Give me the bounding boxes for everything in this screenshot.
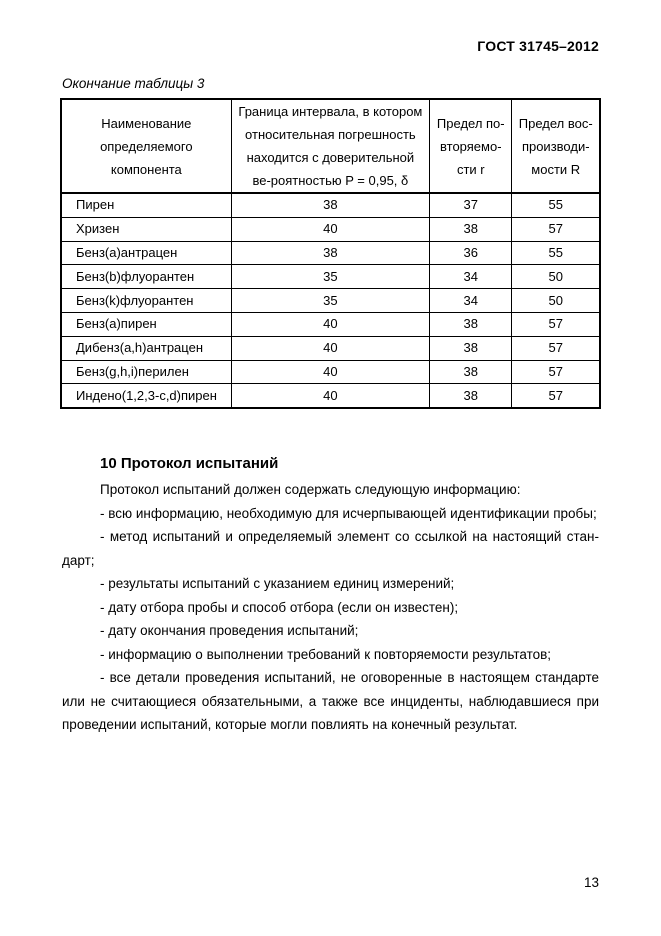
cell-interval: 40 bbox=[231, 217, 429, 241]
column-header-interval: Граница интервала, в котором относительная погрешность находится с доверительной ве-роятностью P = 0,95, δ bbox=[231, 99, 429, 193]
cell-component-name: Пирен bbox=[61, 193, 231, 217]
cell-repeatability: 36 bbox=[430, 241, 512, 265]
paragraph: - метод испытаний и определяемый элемент со ссылкой на настоящий стан-дарт; bbox=[62, 529, 599, 568]
cell-component-name: Бенз(b)флуорантен bbox=[61, 265, 231, 289]
cell-interval: 40 bbox=[231, 360, 429, 384]
table-row bbox=[61, 241, 600, 265]
table-row bbox=[61, 217, 600, 241]
paragraph: - дату отбора пробы и способ отбора (если он известен); bbox=[100, 599, 459, 615]
cell-interval: 35 bbox=[231, 265, 429, 289]
cell-repeatability: 34 bbox=[430, 289, 512, 313]
page-number: 13 bbox=[583, 875, 599, 890]
paragraph: - информацию о выполнении требований к повторяемости результатов; bbox=[100, 646, 552, 662]
cell-reproducibility: 50 bbox=[512, 289, 600, 313]
cell-interval: 35 bbox=[231, 289, 429, 313]
table-caption: Окончание таблицы 3 bbox=[62, 76, 205, 91]
section-title: 10 Протокол испытаний bbox=[100, 455, 279, 472]
cell-component-name: Бенз(а)пирен bbox=[61, 312, 231, 336]
cell-interval: 38 bbox=[231, 241, 429, 265]
table-row bbox=[61, 289, 600, 313]
cell-interval: 38 bbox=[231, 193, 429, 217]
paragraph: - дату окончания проведения испытаний; bbox=[100, 623, 359, 638]
column-header-component: Наименование определяемого компонента bbox=[61, 99, 231, 193]
cell-repeatability: 38 bbox=[430, 384, 512, 408]
paragraph: - всю информацию, необходимую для исчерпывающей идентификации пробы; bbox=[100, 505, 597, 521]
paragraph: - результаты испытаний с указанием единиц измерений; bbox=[100, 576, 455, 591]
cell-interval: 40 bbox=[231, 312, 429, 336]
cell-component-name: Бенз(k)флуорантен bbox=[61, 289, 231, 313]
paragraph: Протокол испытаний должен содержать следующую информацию: bbox=[100, 482, 521, 497]
cell-component-name: Бенз(g,h,i)перилен bbox=[61, 360, 231, 384]
cell-reproducibility: 57 bbox=[512, 384, 600, 408]
cell-reproducibility: 50 bbox=[512, 265, 600, 289]
cell-reproducibility: 57 bbox=[512, 217, 600, 241]
table-row bbox=[61, 193, 600, 217]
cell-interval: 40 bbox=[231, 336, 429, 360]
cell-repeatability: 38 bbox=[430, 312, 512, 336]
cell-reproducibility: 57 bbox=[512, 336, 600, 360]
cell-reproducibility: 57 bbox=[512, 312, 600, 336]
cell-repeatability: 38 bbox=[430, 217, 512, 241]
table-row bbox=[61, 336, 600, 360]
table-row bbox=[61, 360, 600, 384]
cell-reproducibility: 55 bbox=[512, 241, 600, 265]
table-row bbox=[61, 265, 600, 289]
cell-interval: 40 bbox=[231, 384, 429, 408]
column-header-repeatability: Предел по-вторяемо-сти r bbox=[430, 99, 512, 193]
table-row bbox=[61, 384, 600, 408]
cell-component-name: Хризен bbox=[61, 217, 231, 241]
cell-reproducibility: 57 bbox=[512, 360, 600, 384]
cell-reproducibility: 55 bbox=[512, 193, 600, 217]
section-body bbox=[62, 478, 599, 737]
cell-repeatability: 38 bbox=[430, 336, 512, 360]
table-row bbox=[61, 312, 600, 336]
paragraph: - все детали проведения испытаний, не оговоренные в настоящем стандарте или не считающиеся обязательными, а также все инциденты, наблюдавшиеся при проведении испытаний, которые могли повлиять на конечный результат. bbox=[62, 670, 599, 732]
data-table bbox=[60, 98, 601, 409]
cell-repeatability: 34 bbox=[430, 265, 512, 289]
cell-component-name: Бенз(а)антрацен bbox=[61, 241, 231, 265]
cell-component-name: Индено(1,2,3-c,d)пирен bbox=[61, 384, 231, 408]
cell-repeatability: 37 bbox=[430, 193, 512, 217]
cell-repeatability: 38 bbox=[430, 360, 512, 384]
cell-component-name: Дибенз(a,h)антрацен bbox=[61, 336, 231, 360]
table-header-row bbox=[61, 99, 600, 193]
column-header-reproducibility: Предел вос-производи-мости R bbox=[512, 99, 600, 193]
document-header: ГОСТ 31745–2012 bbox=[477, 38, 599, 54]
